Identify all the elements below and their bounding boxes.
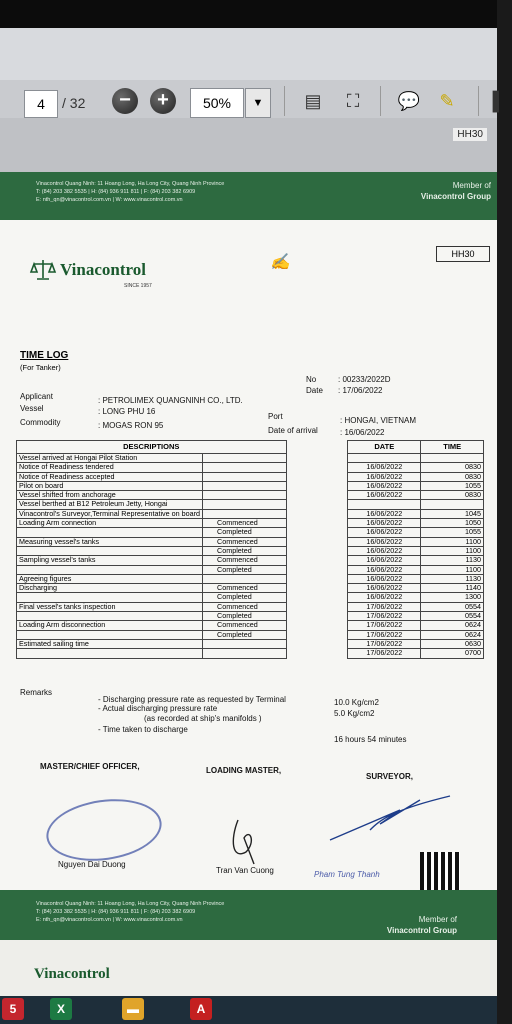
row-description: Vessel berthed at B12 Petroleum Jetty, Hongai	[17, 500, 203, 509]
footer-member-line: Vinacontrol Group	[386, 926, 457, 935]
port-label: Port	[268, 412, 283, 421]
row-spacer	[286, 565, 348, 574]
toolbar-divider	[284, 86, 285, 116]
row-spacer	[286, 519, 348, 528]
row-status: Completed	[203, 546, 287, 555]
row-date: 17/06/2022	[348, 639, 421, 648]
row-time	[421, 500, 484, 509]
row-spacer	[286, 621, 348, 630]
table-row	[17, 565, 484, 574]
toolbar-divider	[478, 86, 479, 116]
row-date: 16/06/2022	[348, 519, 421, 528]
date-value: : 17/06/2022	[338, 386, 383, 395]
row-spacer	[286, 528, 348, 537]
table-row	[17, 556, 484, 565]
row-date: 17/06/2022	[348, 630, 421, 639]
row-status: Commenced	[203, 537, 287, 546]
row-time: 0700	[421, 649, 484, 658]
row-spacer	[286, 546, 348, 555]
row-spacer	[286, 463, 348, 472]
table-row	[17, 621, 484, 630]
col-date: DATE	[348, 441, 421, 454]
row-date: 16/06/2022	[348, 463, 421, 472]
row-status	[203, 639, 287, 648]
table-row	[17, 593, 484, 602]
row-description: Pilot on board	[17, 481, 203, 490]
row-date: 16/06/2022	[348, 509, 421, 518]
row-status: Completed	[203, 565, 287, 574]
port-value: : HONGAI, VIETNAM	[340, 416, 417, 425]
col-descriptions: DESCRIPTIONS	[17, 441, 287, 454]
row-date: 16/06/2022	[348, 593, 421, 602]
master-name: Nguyen Dai Duong	[58, 860, 126, 869]
row-status	[203, 649, 287, 658]
surveyor-label: SURVEYOR,	[366, 772, 413, 781]
row-description: Measuring vessel's tanks	[17, 537, 203, 546]
opera-app-icon[interactable]: 5	[2, 998, 24, 1020]
row-status: Completed	[203, 528, 287, 537]
remarks-label: Remarks	[20, 688, 53, 697]
row-description: Estimated sailing time	[17, 639, 203, 648]
row-spacer	[286, 630, 348, 639]
table-row	[17, 500, 484, 509]
row-spacer	[286, 649, 348, 658]
col-spacer	[286, 441, 348, 454]
page-number-input[interactable]: 4	[24, 90, 58, 118]
header-address	[36, 180, 316, 204]
footer-member-line: Member of	[418, 915, 457, 924]
row-time: 1130	[421, 574, 484, 583]
row-date: 17/06/2022	[348, 649, 421, 658]
table-row	[17, 463, 484, 472]
row-status: Completed	[203, 593, 287, 602]
surveyor-name: Pham Tung Thanh	[314, 870, 380, 879]
document-subtitle: (For Tanker)	[20, 363, 61, 372]
row-time: 1055	[421, 481, 484, 490]
row-time: 1050	[421, 519, 484, 528]
folder-app-icon[interactable]: ▬	[122, 998, 144, 1020]
time-log-table	[16, 440, 484, 659]
row-status: Completed	[203, 630, 287, 639]
row-date: 16/06/2022	[348, 574, 421, 583]
row-status: Commenced	[203, 602, 287, 611]
row-spacer	[286, 574, 348, 583]
arrival-label: Date of arrival	[268, 426, 318, 435]
remark-3: (as recorded at ship's manifolds )	[144, 714, 262, 723]
row-description: Notice of Readiness tendered	[17, 463, 203, 472]
next-page-brand: Vinacontrol	[34, 966, 110, 982]
master-signature-label: MASTER/CHIEF OFFICER,	[40, 762, 140, 771]
loading-master-label: LOADING MASTER,	[206, 766, 282, 775]
brand-name: Vinacontrol	[60, 260, 146, 279]
row-description: Vinacontrol's Surveyor,Terminal Representative on board	[17, 509, 203, 518]
zoom-in-button[interactable]: +	[150, 88, 176, 114]
row-status: Commenced	[203, 556, 287, 565]
header-member-line: Vinacontrol Group	[420, 192, 491, 201]
applicant-value: : PETROLIMEX QUANGNINH CO., LTD.	[98, 396, 243, 405]
remark-2-value: 5.0 Kg/cm2	[334, 709, 375, 718]
row-status	[203, 481, 287, 490]
letterhead-footer	[0, 890, 497, 940]
row-description: Notice of Readiness accepted	[17, 472, 203, 481]
screen-top-bezel	[0, 0, 497, 28]
page-tab-label: HH30	[453, 128, 487, 141]
row-time: 1045	[421, 509, 484, 518]
row-date: 16/06/2022	[348, 565, 421, 574]
footer-address-line: T: (84) 203 382 5535 | H: (84) 936 911 811 | F: (84) 203 382 6909	[36, 909, 196, 915]
taskbar	[0, 996, 497, 1024]
letterhead-header	[0, 172, 497, 220]
row-description: Loading Arm disconnection	[17, 621, 203, 630]
brand-since: SINCE 1957	[124, 283, 152, 289]
row-description: Agreeing figures	[17, 574, 203, 583]
arrival-value: : 16/06/2022	[340, 428, 385, 437]
col-time: TIME	[421, 441, 484, 454]
highlight-icon[interactable]: ✎	[439, 91, 455, 111]
row-spacer	[286, 472, 348, 481]
row-time: 1100	[421, 546, 484, 555]
row-status	[203, 463, 287, 472]
row-description	[17, 565, 203, 574]
row-status	[203, 454, 287, 463]
scales-logo-icon	[30, 258, 56, 282]
row-date: 16/06/2022	[348, 528, 421, 537]
row-time: 0554	[421, 602, 484, 611]
row-date: 17/06/2022	[348, 612, 421, 621]
footer-address-line: E: nth_qn@vinacontrol.com.vn | W: www.vinacontrol.com.vn	[36, 917, 183, 923]
row-description: Sampling vessel's tanks	[17, 556, 203, 565]
row-date: 17/06/2022	[348, 621, 421, 630]
footer-address	[36, 900, 316, 924]
toolbar-divider	[380, 86, 381, 116]
row-spacer	[286, 612, 348, 621]
more-tools-icon[interactable]: ▌	[492, 91, 506, 111]
row-date: 16/06/2022	[348, 537, 421, 546]
remark-4-value: 16 hours 54 minutes	[334, 735, 407, 744]
row-status	[203, 500, 287, 509]
row-spacer	[286, 481, 348, 490]
row-time: 1100	[421, 537, 484, 546]
row-description: Vessel arrived at Hongai Pilot Station	[17, 454, 203, 463]
row-time: 0630	[421, 639, 484, 648]
pdf-toolbar	[0, 28, 497, 81]
row-time: 1140	[421, 584, 484, 593]
header-address-line: Vinacontrol Quang Ninh: 11 Hoang Long, Ha Long City, Quang Ninh Province	[36, 181, 225, 187]
row-time: 0830	[421, 491, 484, 500]
row-time: 1130	[421, 556, 484, 565]
zoom-level-field[interactable]: 50%	[190, 88, 244, 118]
no-value: : 00233/2022D	[338, 375, 391, 384]
row-spacer	[286, 500, 348, 509]
vessel-label: Vessel	[20, 404, 44, 413]
row-date: 16/06/2022	[348, 584, 421, 593]
row-time: 0830	[421, 463, 484, 472]
qr-code	[420, 852, 460, 892]
row-time: 0830	[421, 472, 484, 481]
commodity-value: : MOGAS RON 95	[98, 421, 164, 430]
row-status: Commenced	[203, 621, 287, 630]
row-time: 0624	[421, 630, 484, 639]
vinacontrol-logo	[30, 258, 146, 282]
row-time: 1055	[421, 528, 484, 537]
zoom-out-button[interactable]: −	[112, 88, 138, 114]
row-status: Commenced	[203, 584, 287, 593]
row-description: Discharging	[17, 584, 203, 593]
footer-member	[387, 914, 457, 936]
form-code: HH30	[436, 246, 490, 262]
table-row	[17, 639, 484, 648]
row-date: 17/06/2022	[348, 602, 421, 611]
row-spacer	[286, 491, 348, 500]
no-label: No	[306, 375, 317, 384]
viewer-gray-margin	[0, 118, 497, 172]
row-status: Commenced	[203, 519, 287, 528]
remark-1-value: 10.0 Kg/cm2	[334, 698, 379, 707]
row-description	[17, 649, 203, 658]
table-row	[17, 649, 484, 658]
header-member-line: Member of	[452, 181, 491, 190]
commodity-label: Commodity	[20, 418, 61, 427]
vessel-value: : LONG PHU 16	[98, 407, 156, 416]
pdf-app-icon[interactable]: A	[190, 998, 212, 1020]
row-time: 0554	[421, 612, 484, 621]
remark-1: - Discharging pressure rate as requested by Terminal	[98, 695, 286, 704]
header-member	[421, 180, 491, 202]
row-date: 16/06/2022	[348, 546, 421, 555]
row-spacer	[286, 509, 348, 518]
row-time: 0624	[421, 621, 484, 630]
row-description: Vessel shifted from anchorage	[17, 491, 203, 500]
row-date: 16/06/2022	[348, 472, 421, 481]
table-row	[17, 528, 484, 537]
row-date: 16/06/2022	[348, 556, 421, 565]
table-row	[17, 472, 484, 481]
row-spacer	[286, 556, 348, 565]
initials-signature: ✍	[270, 254, 290, 271]
row-description	[17, 528, 203, 537]
row-spacer	[286, 454, 348, 463]
date-label: Date	[306, 386, 323, 395]
page-total-label: / 32	[62, 95, 86, 111]
document-title: TIME LOG	[20, 350, 69, 361]
row-date: 16/06/2022	[348, 491, 421, 500]
fit-page-icon[interactable]: ▤	[304, 91, 322, 111]
remark-2: - Actual discharging pressure rate	[98, 704, 218, 713]
remark-4: - Time taken to discharge	[98, 725, 188, 734]
zoom-dropdown-icon[interactable]: ▼	[245, 88, 271, 118]
row-date	[348, 500, 421, 509]
row-spacer	[286, 602, 348, 611]
row-status	[203, 472, 287, 481]
table-header-row	[17, 441, 484, 454]
footer-address-line: Vinacontrol Quang Ninh: 11 Hoang Long, Ha Long City, Quang Ninh Province	[36, 901, 225, 907]
row-description	[17, 593, 203, 602]
row-date: 16/06/2022	[348, 481, 421, 490]
row-time: 1100	[421, 565, 484, 574]
row-spacer	[286, 584, 348, 593]
row-spacer	[286, 593, 348, 602]
fullscreen-icon[interactable]: ⛶	[346, 91, 360, 111]
row-description: Final vessel's tanks inspection	[17, 602, 203, 611]
row-spacer	[286, 639, 348, 648]
excel-app-icon[interactable]: X	[50, 998, 72, 1020]
row-spacer	[286, 537, 348, 546]
applicant-label: Applicant	[20, 392, 53, 401]
row-description: Loading Arm connection	[17, 519, 203, 528]
row-status	[203, 491, 287, 500]
header-address-line: T: (84) 203 382 5535 | H: (84) 936 911 811 | F: (84) 203 382 6909	[36, 189, 196, 195]
comment-icon[interactable]: 💬	[397, 91, 421, 111]
row-time: 1300	[421, 593, 484, 602]
loading-master-name: Tran Van Cuong	[216, 866, 274, 875]
row-status: Completed	[203, 612, 287, 621]
header-address-line: E: nth_qn@vinacontrol.com.vn | W: www.vinacontrol.com.vn	[36, 197, 183, 203]
